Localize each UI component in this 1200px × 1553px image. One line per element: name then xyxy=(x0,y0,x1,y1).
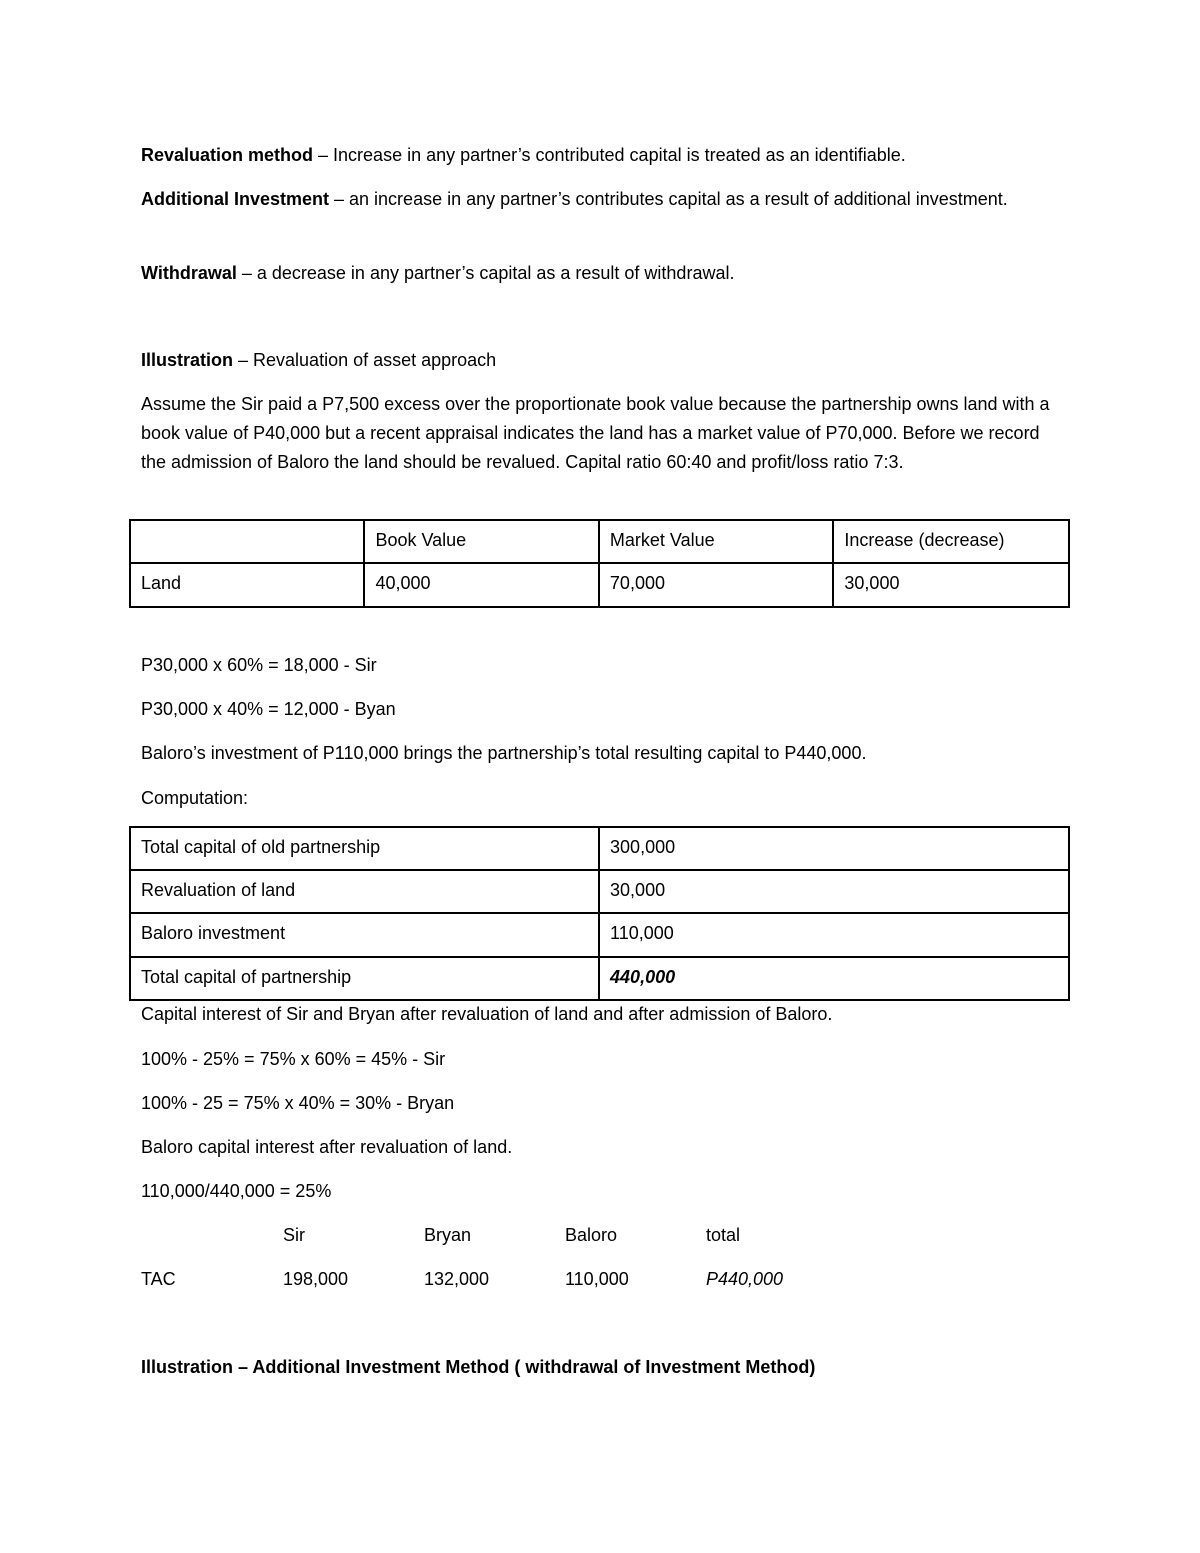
table-row xyxy=(130,827,1069,870)
table-cell: Baloro investment xyxy=(130,913,599,957)
capital-interest-heading: Capital interest of Sir and Bryan after revaluation of land and after admission of Baloro. xyxy=(141,1004,833,1024)
table-cell: Book Value xyxy=(364,520,598,563)
table-header-row xyxy=(130,520,1069,563)
table-cell: 110,000 xyxy=(599,913,1069,957)
tac-value-baloro: 110,000 xyxy=(565,1269,629,1289)
definition-term: Withdrawal xyxy=(141,263,237,283)
computation-label: Computation: xyxy=(141,788,249,808)
interest-line-sir: 100% - 25% = 75% x 60% = 45% - Sir xyxy=(141,1049,446,1069)
interest-line-bryan: 100% - 25 = 75% x 40% = 30% - Bryan xyxy=(141,1093,455,1113)
tac-value-sir: 198,000 xyxy=(283,1269,349,1289)
tac-value-bryan: 132,000 xyxy=(424,1269,490,1289)
table-row xyxy=(130,870,1069,913)
tac-header-total: total xyxy=(706,1225,741,1245)
table-row xyxy=(130,957,1069,1000)
tac-header-baloro: Baloro xyxy=(565,1225,618,1245)
tac-value-total: P440,000 xyxy=(706,1269,784,1289)
definition-withdrawal xyxy=(141,259,1061,288)
table-cell: 30,000 xyxy=(599,870,1069,913)
table-cell: Market Value xyxy=(599,520,833,563)
definition-text: – a decrease in any partner’s capital as a result of withdrawal. xyxy=(236,263,735,283)
tac-header-bryan: Bryan xyxy=(424,1225,472,1245)
table-row xyxy=(130,913,1069,957)
table-cell: 440,000 xyxy=(599,957,1069,1000)
table-cell: 300,000 xyxy=(599,827,1069,870)
definition-text: – an increase in any partner’s contributes capital as a result of additional investment. xyxy=(329,189,1008,209)
table-row xyxy=(130,563,1069,607)
calc-line-sir: P30,000 x 60% = 18,000 - Sir xyxy=(141,655,377,675)
table-cell xyxy=(130,520,364,563)
table-cell: 30,000 xyxy=(833,563,1069,607)
tac-label: TAC xyxy=(141,1269,176,1289)
table-cell: Increase (decrease) xyxy=(833,520,1069,563)
table-cell: Revaluation of land xyxy=(130,870,599,913)
tac-header-sir: Sir xyxy=(283,1225,305,1245)
land-valuation-table xyxy=(129,519,1070,608)
baloro-interest-heading: Baloro capital interest after revaluation of land. xyxy=(141,1137,513,1157)
illustration-heading-additional-investment: Illustration – Additional Investment Method ( withdrawal of Investment Method) xyxy=(141,1357,816,1377)
table-cell: Total capital of old partnership xyxy=(130,827,599,870)
table-cell: Land xyxy=(130,563,364,607)
assumption-paragraph: Assume the Sir paid a P7,500 excess over the proportionate book value because the partnership owns land with a book value of P40,000 but a recent appraisal indicates the land has a market value of P70,000. Before we record the admission of Baloro the land should be revalued. Capital ratio 60:40 and profit/loss ratio 7:3. xyxy=(141,394,1050,472)
definition-revaluation xyxy=(141,141,1061,170)
table-cell: 70,000 xyxy=(599,563,833,607)
calc-line-baloro-investment: Baloro’s investment of P110,000 brings the partnership’s total resulting capital to P440,000. xyxy=(141,743,867,763)
definition-term: Additional Investment xyxy=(141,189,330,209)
definition-text: – Increase in any partner’s contributed capital is treated as an identifiable. xyxy=(313,145,906,165)
baloro-interest-calc: 110,000/440,000 = 25% xyxy=(141,1181,332,1201)
computation-table xyxy=(129,826,1070,1001)
calc-line-byan: P30,000 x 40% = 12,000 - Byan xyxy=(141,699,396,719)
table-cell: Total capital of partnership xyxy=(130,957,599,1000)
definition-term: Revaluation method xyxy=(141,145,314,165)
table-cell: 40,000 xyxy=(364,563,598,607)
definition-additional-investment xyxy=(141,185,1061,214)
illustration-text: – Revaluation of asset approach xyxy=(233,350,497,370)
illustration-term: Illustration xyxy=(141,350,234,370)
illustration-heading-revaluation xyxy=(141,346,1061,375)
